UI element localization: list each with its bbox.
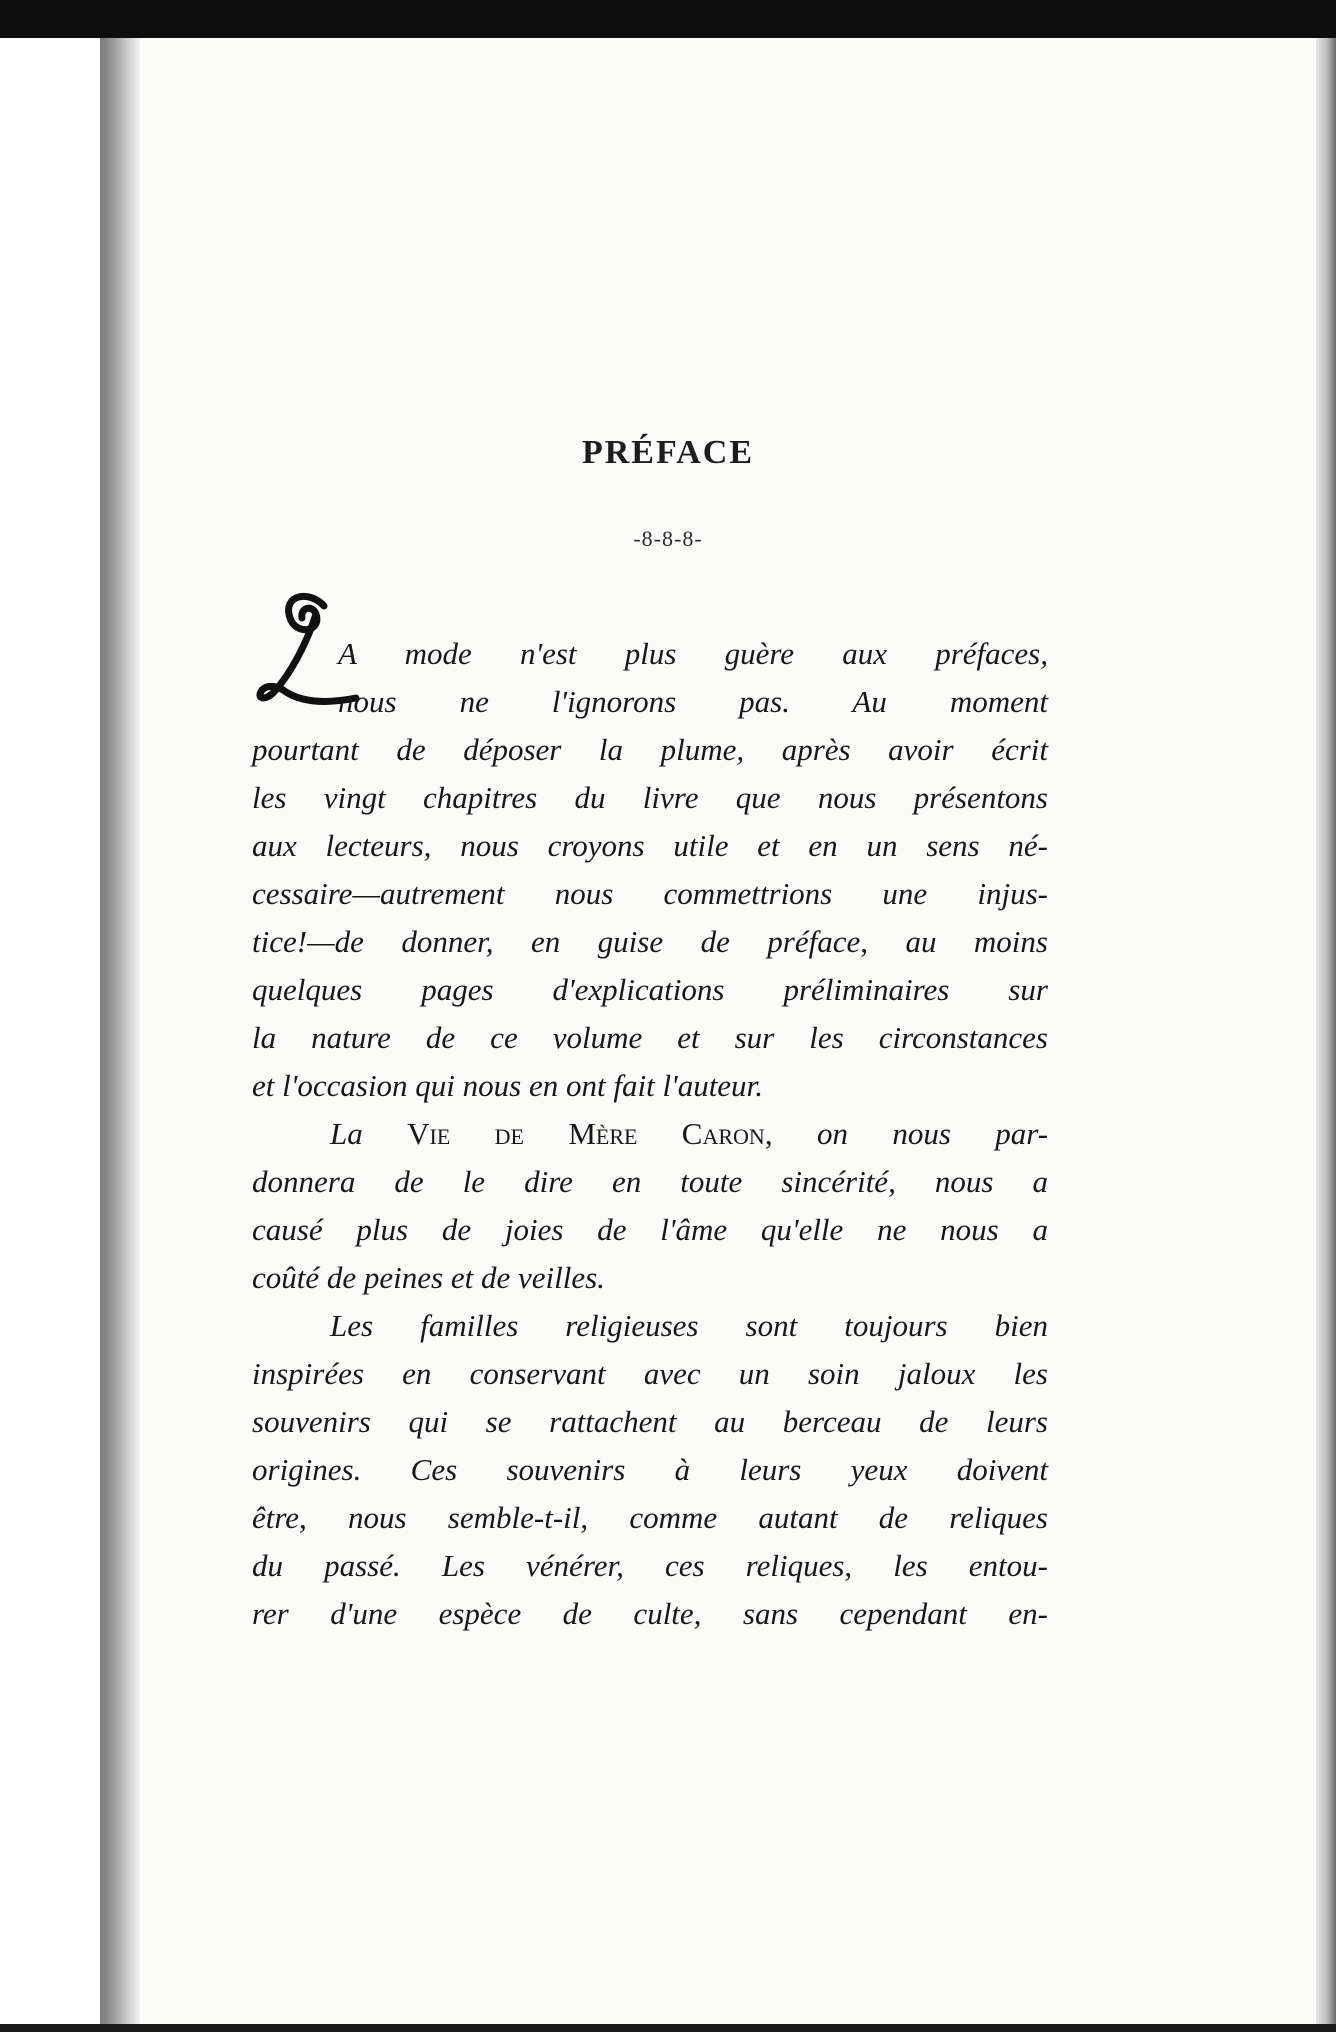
page-title: PRÉFACE <box>581 434 755 471</box>
preface-body <box>252 630 1048 1638</box>
text-line: être, nous semble-t-il, comme autant de reliques <box>252 1500 1048 1535</box>
text-line: origines. Ces souvenirs à leurs yeux doivent <box>252 1452 1048 1487</box>
text-line: causé plus de joies de l'âme qu'elle ne nous a <box>252 1212 1048 1247</box>
scan-top-border <box>0 0 1336 38</box>
text-line: rer d'une espèce de culte, sans cependant en- <box>252 1596 1048 1631</box>
text-line <box>252 1110 1048 1158</box>
text-line: cessaire—autrement nous commettrions une injus- <box>252 876 1048 911</box>
text-line: et l'occasion qui nous en ont fait l'auteur. <box>252 1068 763 1103</box>
page-right-edge <box>1316 38 1336 2032</box>
title-ornament: -8-8-8- <box>633 526 703 551</box>
book-title: Vie de Mère Caron, <box>407 1116 773 1151</box>
text-line: tice!—de donner, en guise de préface, au moins <box>252 924 1048 959</box>
text-line: inspirées en conservant avec un soin jaloux les <box>252 1356 1048 1391</box>
binding-gutter-shadow <box>100 38 140 2032</box>
text-line: quelques pages d'explications préliminaires sur <box>252 972 1048 1007</box>
lead-rest: on nous par- <box>816 1116 1049 1151</box>
text-line: donnera de le dire en toute sincérité, nous a <box>252 1164 1048 1199</box>
text-line: nous ne l'ignorons pas. Au moment <box>338 684 1048 719</box>
paragraph <box>252 1302 1048 1638</box>
text-line: A mode n'est plus guère aux préfaces, <box>338 636 1048 671</box>
text-line: souvenirs qui se rattachent au berceau de leurs <box>252 1404 1048 1439</box>
text-line: pourtant de déposer la plume, après avoir écrit <box>252 732 1048 767</box>
text-line: la nature de ce volume et sur les circonstances <box>252 1020 1048 1055</box>
scan-bottom-border <box>0 2024 1336 2032</box>
text-line: Les familles religieuses sont toujours bien <box>330 1308 1048 1343</box>
text-line: du passé. Les vénérer, ces reliques, les entou- <box>252 1548 1048 1583</box>
lead-word: La <box>330 1116 363 1151</box>
text-line: aux lecteurs, nous croyons utile et en un sens né- <box>252 828 1048 863</box>
text-line: coûté de peines et de veilles. <box>252 1260 605 1295</box>
paragraph <box>252 630 1048 1110</box>
text-line: les vingt chapitres du livre que nous présentons <box>252 780 1048 815</box>
paragraph <box>252 1110 1048 1302</box>
